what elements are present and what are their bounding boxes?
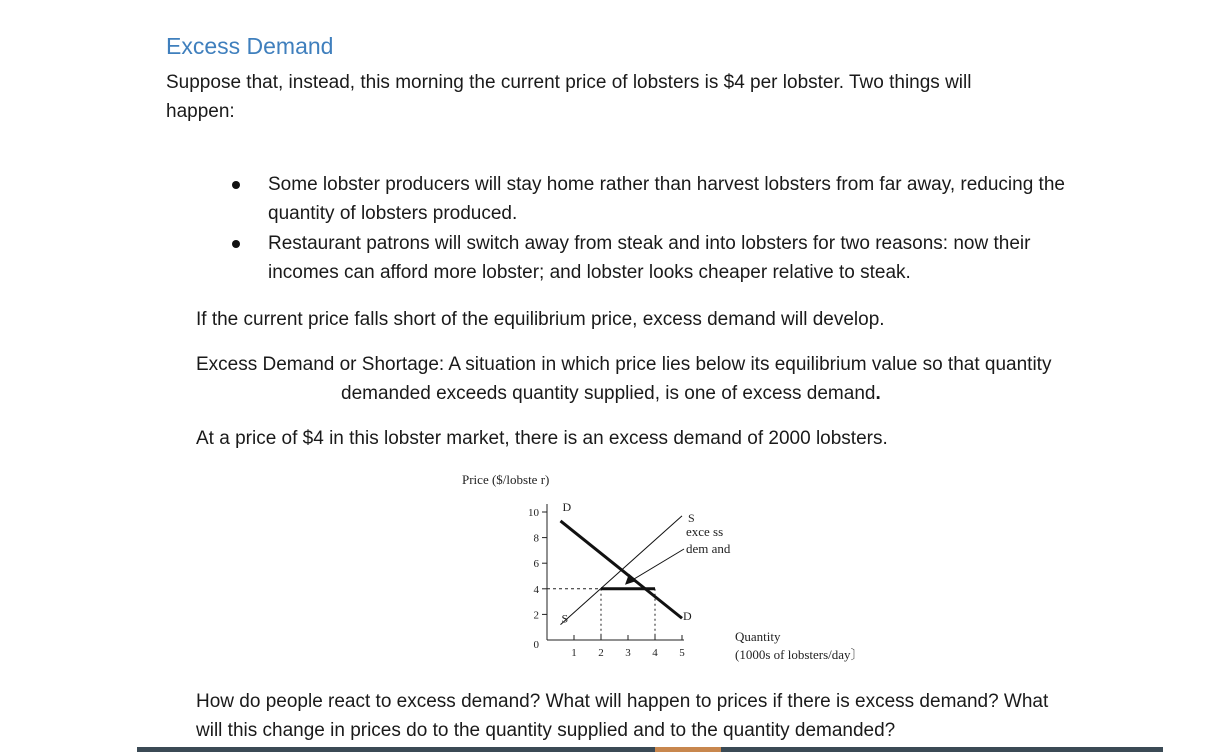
definition-line-2 [196,379,1156,408]
question-line-2: will this change in prices do to the quantity supplied and to the quantity demanded? [196,720,896,741]
supply-demand-chart [440,460,900,680]
intro-line-1: Suppose that, instead, this morning the current price of lobsters is $4 per lobster. Two things will [166,72,972,93]
chart-x-tick-label: 5 [679,647,685,659]
intro-paragraph [166,68,1126,126]
chart-xlabel-line-2: (1000s of lobsters/day〕 [735,647,864,662]
definition-line-2-text: demanded exceeds quantity supplied, is one of excess demand [341,383,876,404]
chart-y-tick-label: 2 [533,609,539,622]
bullet-2-line-2: incomes can afford more lobster; and lobster looks cheaper relative to steak. [268,262,911,283]
definition-period: . [875,383,881,404]
chart-xlabel-line-1: Quantity [735,629,781,644]
chart-ylabel: Price ($/lobste r) [462,472,550,487]
list-item [226,170,1146,228]
chart-supply-line [561,516,683,625]
bottom-bar-accent [655,747,721,752]
chart-demand-label-end: D [683,609,692,624]
bottom-bar [137,747,1163,752]
chart-x-tick-label: 3 [625,647,631,659]
chart-supply-label-end: S [688,510,695,525]
shortfall-paragraph: If the current price falls short of the equilibrium price, excess demand will develop. [196,309,885,330]
chart-y-tick-label: 4 [533,583,539,596]
section-heading: Excess Demand [166,33,334,59]
chart-x-tick-label: 1 [571,647,577,659]
chart-y-tick-label: 10 [528,507,539,519]
bullet-list [226,170,1146,288]
bullet-dot-icon [232,181,240,189]
chart-annotation-line-1: exce ss [686,524,724,539]
chart-supply-label-start: S [561,611,569,626]
bullet-2-line-1: Restaurant patrons will switch away from steak and into lobsters for two reasons: now their [268,233,1031,254]
bullet-1-line-1: Some lobster producers will stay home rather than harvest lobsters from far away, reducing the [268,174,1065,195]
chart-y-tick-label: 6 [533,558,539,571]
intro-line-2: happen: [166,101,235,122]
bullet-dot-icon [232,240,240,248]
definition-line-1: Excess Demand or Shortage: A situation in which price lies below its equilibrium value so that quantity [196,354,1052,375]
chart-y-tick-label: 0 [533,639,539,651]
chart-svg [440,460,900,675]
chart-x-tick-label: 2 [598,647,604,659]
chart-demand-label-top: D [562,499,572,514]
chart-y-tick-label: 8 [533,532,539,545]
definition-paragraph [196,350,1156,408]
market-paragraph: At a price of $4 in this lobster market, there is an excess demand of 2000 lobsters. [196,428,888,449]
chart-annotation-line-2: dem and [686,541,731,556]
bullet-1-line-2: quantity of lobsters produced. [268,203,518,224]
question-paragraph [196,687,1156,745]
list-item [226,229,1146,287]
chart-x-tick-label: 4 [652,647,658,659]
question-line-1: How do people react to excess demand? What will happen to prices if there is excess demand? What [196,691,1049,712]
